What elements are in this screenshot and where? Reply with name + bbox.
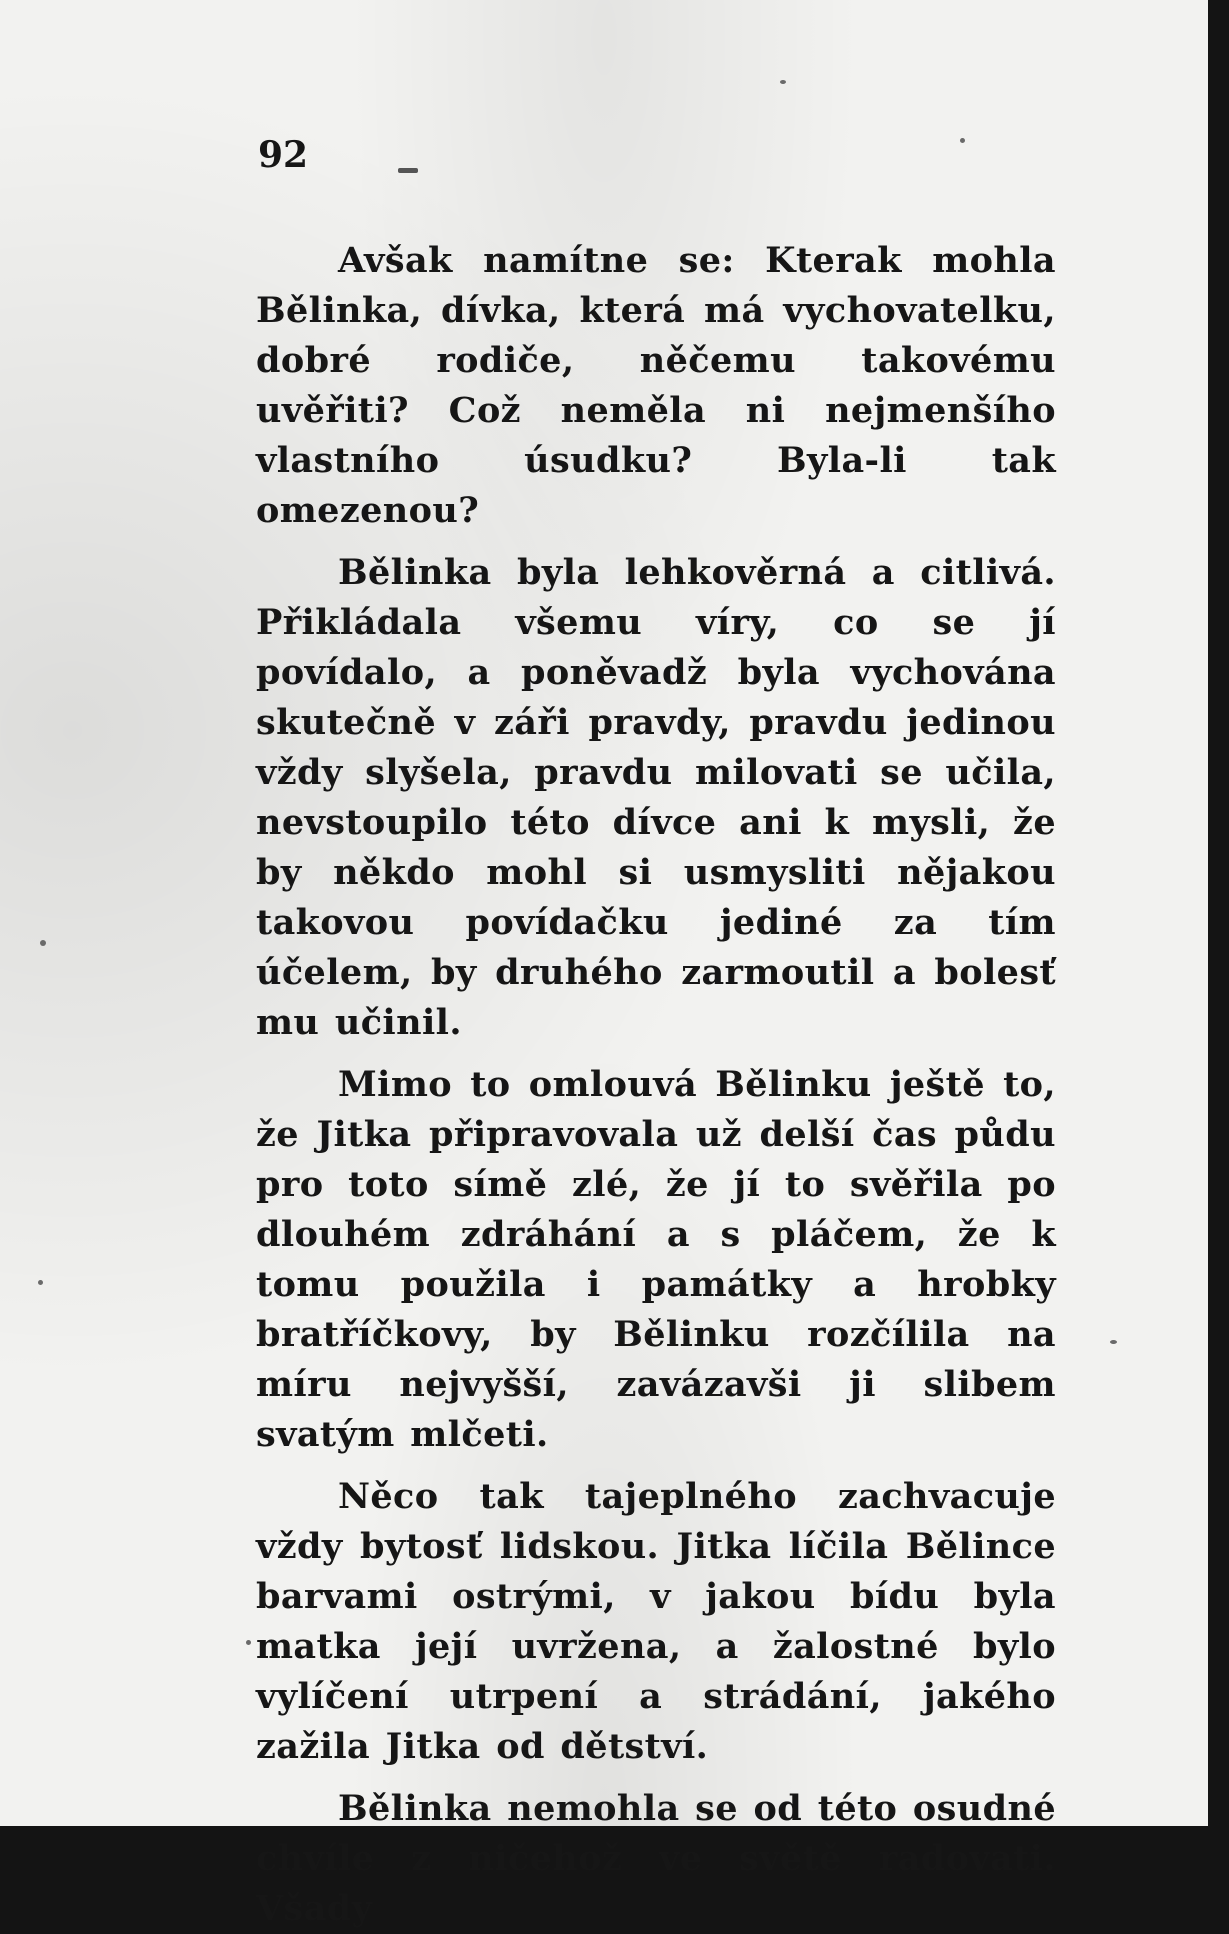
paper-speck (1110, 1340, 1117, 1344)
paragraph-1: Avšak namítne se: Kterak mohla Bělinka, dívka, která má vychovatelku, dobré rodiče, něčemu takovému uvěřiti? Což neměla ni nejmenšího vlastního úsudku? Byla-li tak omezenou? (256, 240, 1056, 531)
paper-speck (40, 940, 46, 946)
body-text (256, 236, 1056, 1934)
page-number: 92 (258, 134, 309, 176)
paragraph-5: Bělinka nemohla se od této osudné chvíle z ničehož ve světě radovati. Všady (256, 1788, 1056, 1929)
paragraph-4: Něco tak tajeplného zachvacuje vždy bytosť lidskou. Jitka líčila Bělince barvami ostrými, v jakou bídu byla matka její uvržena, a žalostné bylo vylíčení utrpení a strádání, jakého zažila Jitka od dětství. (256, 1476, 1056, 1767)
paper-speck (246, 1640, 251, 1645)
paper-speck (38, 1280, 43, 1285)
paper-speck (960, 138, 965, 143)
paper-speck (780, 80, 786, 84)
header-dash (398, 168, 418, 173)
paragraph-3: Mimo to omlouvá Bělinku ještě to, že Jitka připravovala už delší čas půdu pro toto símě zlé, že jí to svěřila po dlouhém zdráhání a s pláčem, že k tomu použila i památky a hrobky bratříčkovy, by Bělinku rozčílila na míru nejvyšší, zavázavši ji slibem svatým mlčeti. (256, 1064, 1056, 1455)
paragraph-2: Bělinka byla lehkověrná a citlivá. Přikládala všemu víry, co se jí povídalo, a poněvadž byla vychována skutečně v záři pravdy, pravdu jedinou vždy slyšela, pravdu milovati se učila, nevstoupilo této dívce ani k mysli, že by někdo mohl si usmysliti nějakou takovou povídačku jediné za tím účelem, by druhého zarmoutil a bolesť mu učinil. (256, 552, 1056, 1043)
